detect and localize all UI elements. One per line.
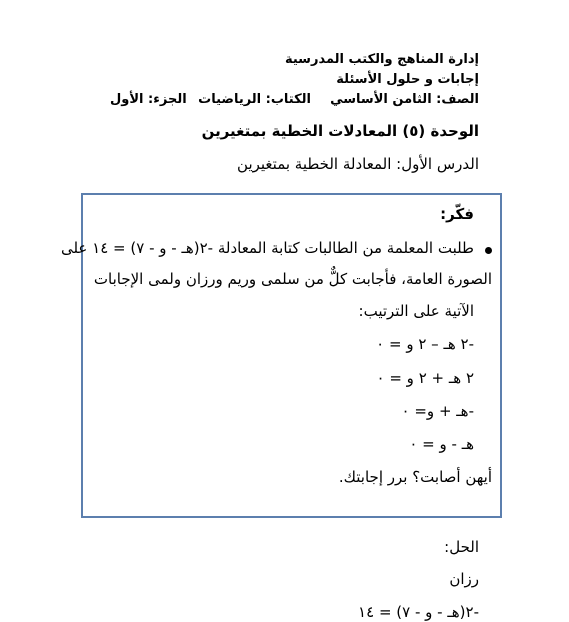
answer-razan: -هـ + و= ٠ [401,402,474,420]
think-box [60,193,502,518]
solution-name: رزان [449,570,479,588]
book-label: الكتاب: الرياضيات [198,92,311,107]
question-line-2: الصورة العامة، فأجابت كلٌّ من سلمى وريم ورزان ولمى الإجابات [93,270,492,288]
answer-salma: -٢ هـ – ٢ و = ٠ [376,335,474,353]
question-line-1: طلبت المعلمة من الطالبات كتابة المعادلة -٢(هـ - و - ٧) = ١٤ على [60,239,474,257]
bullet-icon [485,247,492,254]
solution-label: الحل: [444,538,479,556]
header-info-row [100,92,479,110]
lesson-title: الدرس الأول: المعادلة الخطية بمتغيرين [237,155,479,173]
header-line-1: إدارة المناهج والكتب المدرسية [284,52,479,67]
grade-label: الصف: الثامن الأساسي [330,92,479,107]
solution-equation: -٢(هـ - و - ٧) = ١٤ [358,603,479,621]
answer-reem: ٢ هـ + ٢ و = ٠ [376,369,474,387]
header-line-2: إجابات و حلول الأسئلة [336,72,479,87]
closing-question: أيهن أصابت؟ برر إجابتك. [338,468,492,486]
think-heading: فكّر: [440,205,474,223]
question-line-3: الآتية على الترتيب: [358,302,474,320]
part-label: الجزء: الأول [110,92,187,107]
answer-lama: هـ - و = ٠ [409,435,474,453]
unit-title: الوحدة (٥) المعادلات الخطية بمتغيرين [201,122,479,140]
